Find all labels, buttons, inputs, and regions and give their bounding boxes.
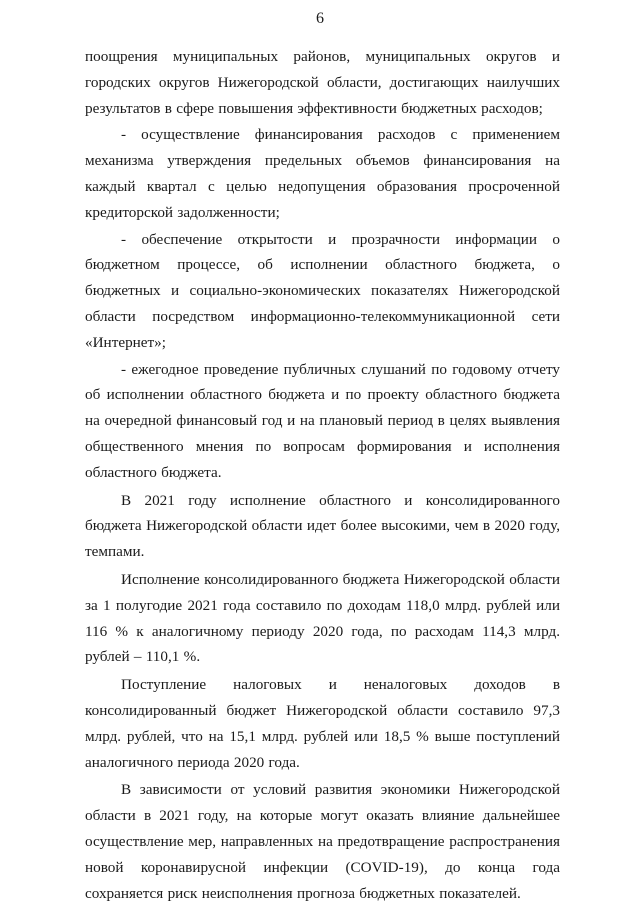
paragraph-covid-risk: В зависимости от условий развития экономики Нижегородской области в 2021 году, на которые могут оказать влияние дальнейшее осуществление мер, направленных на предотвращение распространения новой коронавирусной инфекции (COVID-19), до конца года сохраняется риск неисполнения прогноза бюджетных показателей.: [85, 781, 560, 902]
paragraph-public-hearings: - ежегодное проведение публичных слушаний по годовому отчету об исполнении областного бюджета и по проекту областного бюджета на очередной финансовый год и на плановый период в целях выявления общественного мнения по вопросам формирования и исполнения областного бюджета.: [85, 360, 560, 481]
paragraph-tax-revenues: Поступление налоговых и неналоговых доходов в консолидированный бюджет Нижегородской области составило 97,3 млрд. рублей, что на 15,1 млрд. рублей или 18,5 % выше поступлений аналогичного периода 2020 года.: [85, 676, 560, 771]
paragraph-financing-limits: - осуществление финансирования расходов с применением механизма утверждения предельных объемов финансирования на каждый квартал с целью недопущения образования просроченной кредиторской задолженности;: [85, 126, 560, 221]
page-number: 6: [316, 10, 324, 27]
paragraph-consolidated-budget: Исполнение консолидированного бюджета Нижегородской области за 1 полугодие 2021 года составило по доходам 118,0 млрд. рублей или 116 % к аналогичному периоду 2020 года, по расходам 114,3 млрд. рублей – 110,1 %.: [85, 570, 560, 666]
document-body: [85, 44, 560, 907]
paragraph-2021-execution: В 2021 году исполнение областного и консолидированного бюджета Нижегородской области идет более высокими, чем в 2020 году, темпами.: [85, 491, 560, 561]
paragraph-transparency: - обеспечение открытости и прозрачности информации о бюджетном процессе, об исполнении областного бюджета, о бюджетных и социально-экономических показателях Нижегородской области посредством информационно-телекоммуникационной сети «Интернет»;: [85, 230, 560, 351]
paragraph-continuation: поощрения муниципальных районов, муниципальных округов и городских округов Нижегородской области, достигающих наилучших результатов в сфере повышения эффективности бюджетных расходов;: [85, 48, 560, 117]
